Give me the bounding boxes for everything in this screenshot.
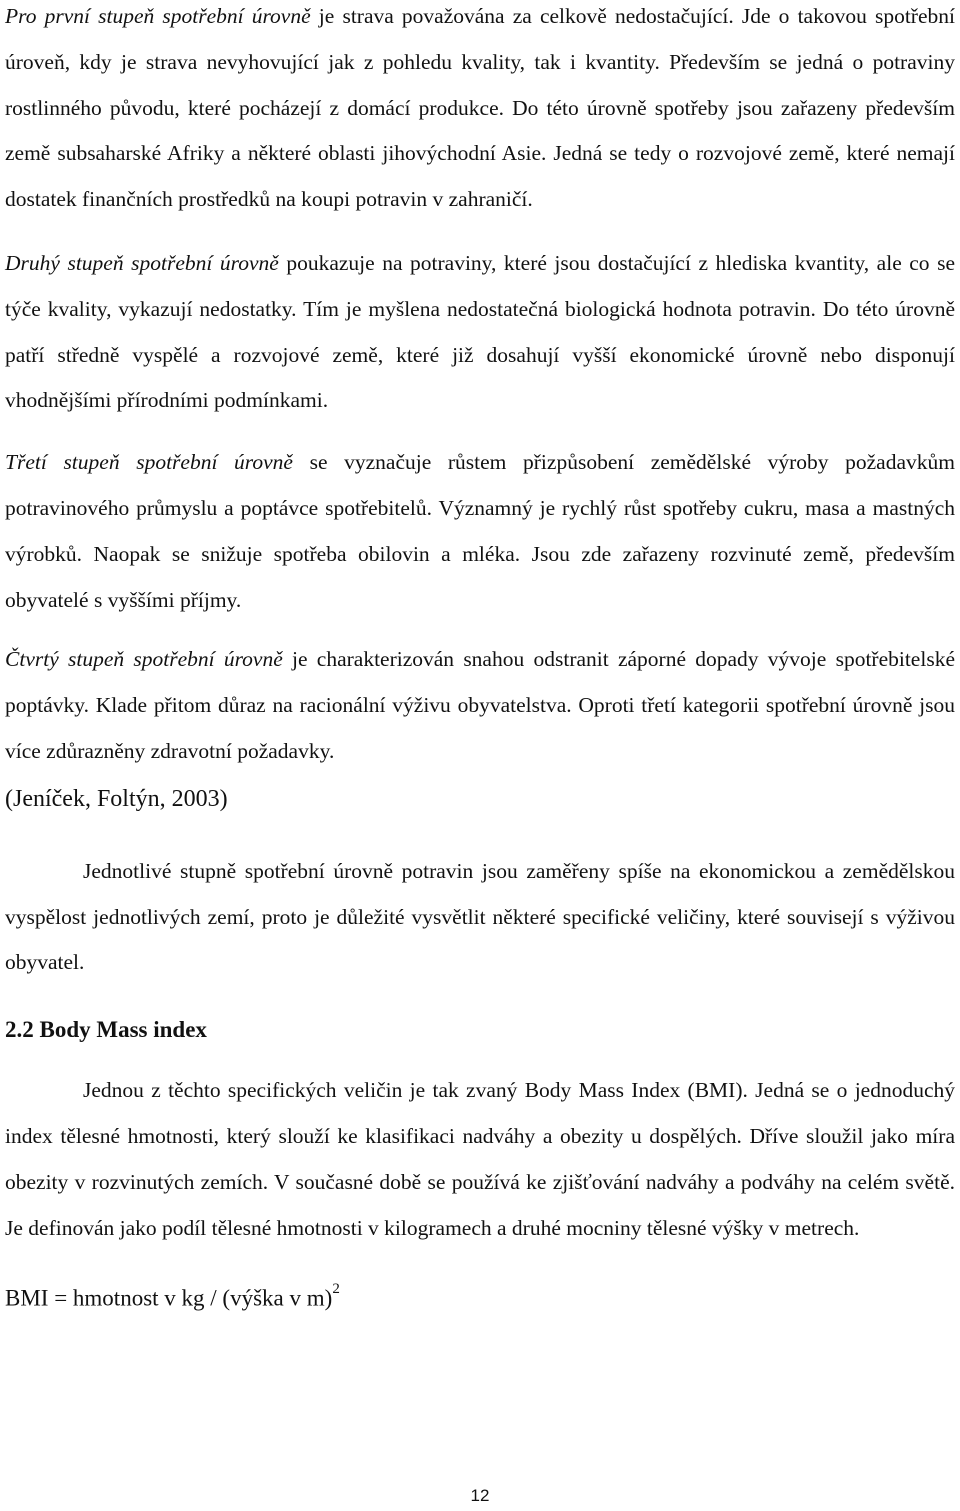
paragraph-second-level [5,241,955,424]
paragraph-first-level [5,0,955,223]
term-third-level: Třetí stupeň spotřební úrovně [5,450,293,475]
formula-exponent: 2 [332,1281,340,1298]
paragraph-text: poukazuje na potraviny, které jsou dostačující z hlediska kvantity, ale co se týče kvality, vykazují nedostatky. Tím je myšlena nedostatečná biologická hodnota potravin. Do této úrovně patří středně vyspělé a rozvojové země, které již dosahují vyšší ekonomické úrovně nebo disponují vhodnějšími přírodními podmínkami. [5,250,955,413]
term-second-level: Druhý stupeň spotřební úrovně [5,250,279,275]
document-page [5,0,955,1315]
formula-text: BMI = hmotnost v kg / (výška v m) [5,1285,333,1311]
page-number: 12 [470,1486,490,1505]
citation: (Jeníček, Foltýn, 2003) [5,785,228,812]
term-fourth-level: Čtvrtý stupeň spotřební úrovně [5,647,283,672]
paragraph-summary: Jednotlivé stupně spotřební úrovně potravin jsou zaměřeny spíše na ekonomickou a zemědělskou vyspělost jednotlivých zemí, proto je důležité vysvětlit některé specifické veličiny, které souvisejí s výživou obyvatel. [5,858,955,975]
paragraph-text: je strava považována za celkově nedostačující. Jde o takovou spotřební úroveň, kdy je strava nevyhovující jak z pohledu kvality, tak i kvantity. Především se jedná o potraviny rostlinného původu, které pocházejí z domácí produkce. Do této úrovně spotřeby jsou zařazeny především země subsaharské Afriky a některé oblasti jihovýchodní Asie. Jedná se tedy o rozvojové země, které nemají dostatek finančních prostředků na koupi potravin v zahraničí. [5,4,955,212]
term-first-level: Pro první stupeň spotřební úrovně [5,4,311,28]
paragraph-third-level [5,440,955,623]
paragraph-bmi: Jednou z těchto specifických veličin je tak zvaný Body Mass Index (BMI). Jedná se o jednoduchý index tělesné hmotnosti, který slouží ke klasifikaci nadváhy a obezity u dospělých. Dříve sloužil jako míra obezity v rozvinutých zemích. V současné době se používá ke zjišťování nadváhy a podváhy na celém světě. Je definován jako podíl tělesné hmotnosti v kilogramech a druhé mocniny tělesné výšky v metrech. [5,1078,955,1240]
section-heading: 2.2 Body Mass index [5,1017,207,1043]
paragraph-fourth-level [5,637,955,820]
bmi-formula [5,1277,955,1315]
paragraph-text: se vyznačuje růstem přizpůsobení zemědělské výroby požadavkům potravinového průmyslu a poptávce spotřebitelů. Významný je rychlý růst spotřeby cukru, masa a mastných výrobků. Naopak se snižuje spotřeba obilovin a mléka. Jsou zde zařazeny rozvinuté země, především obyvatelé s vyššími příjmy. [5,450,955,612]
paragraph-text: je charakterizován snahou odstranit záporné dopady vývoje spotřebitelské poptávky. Klade přitom důraz na racionální výživu obyvatelstva. Oproti třetí kategorii spotřební úrovně jsou více zdůrazněny zdravotní požadavky. [5,647,955,763]
